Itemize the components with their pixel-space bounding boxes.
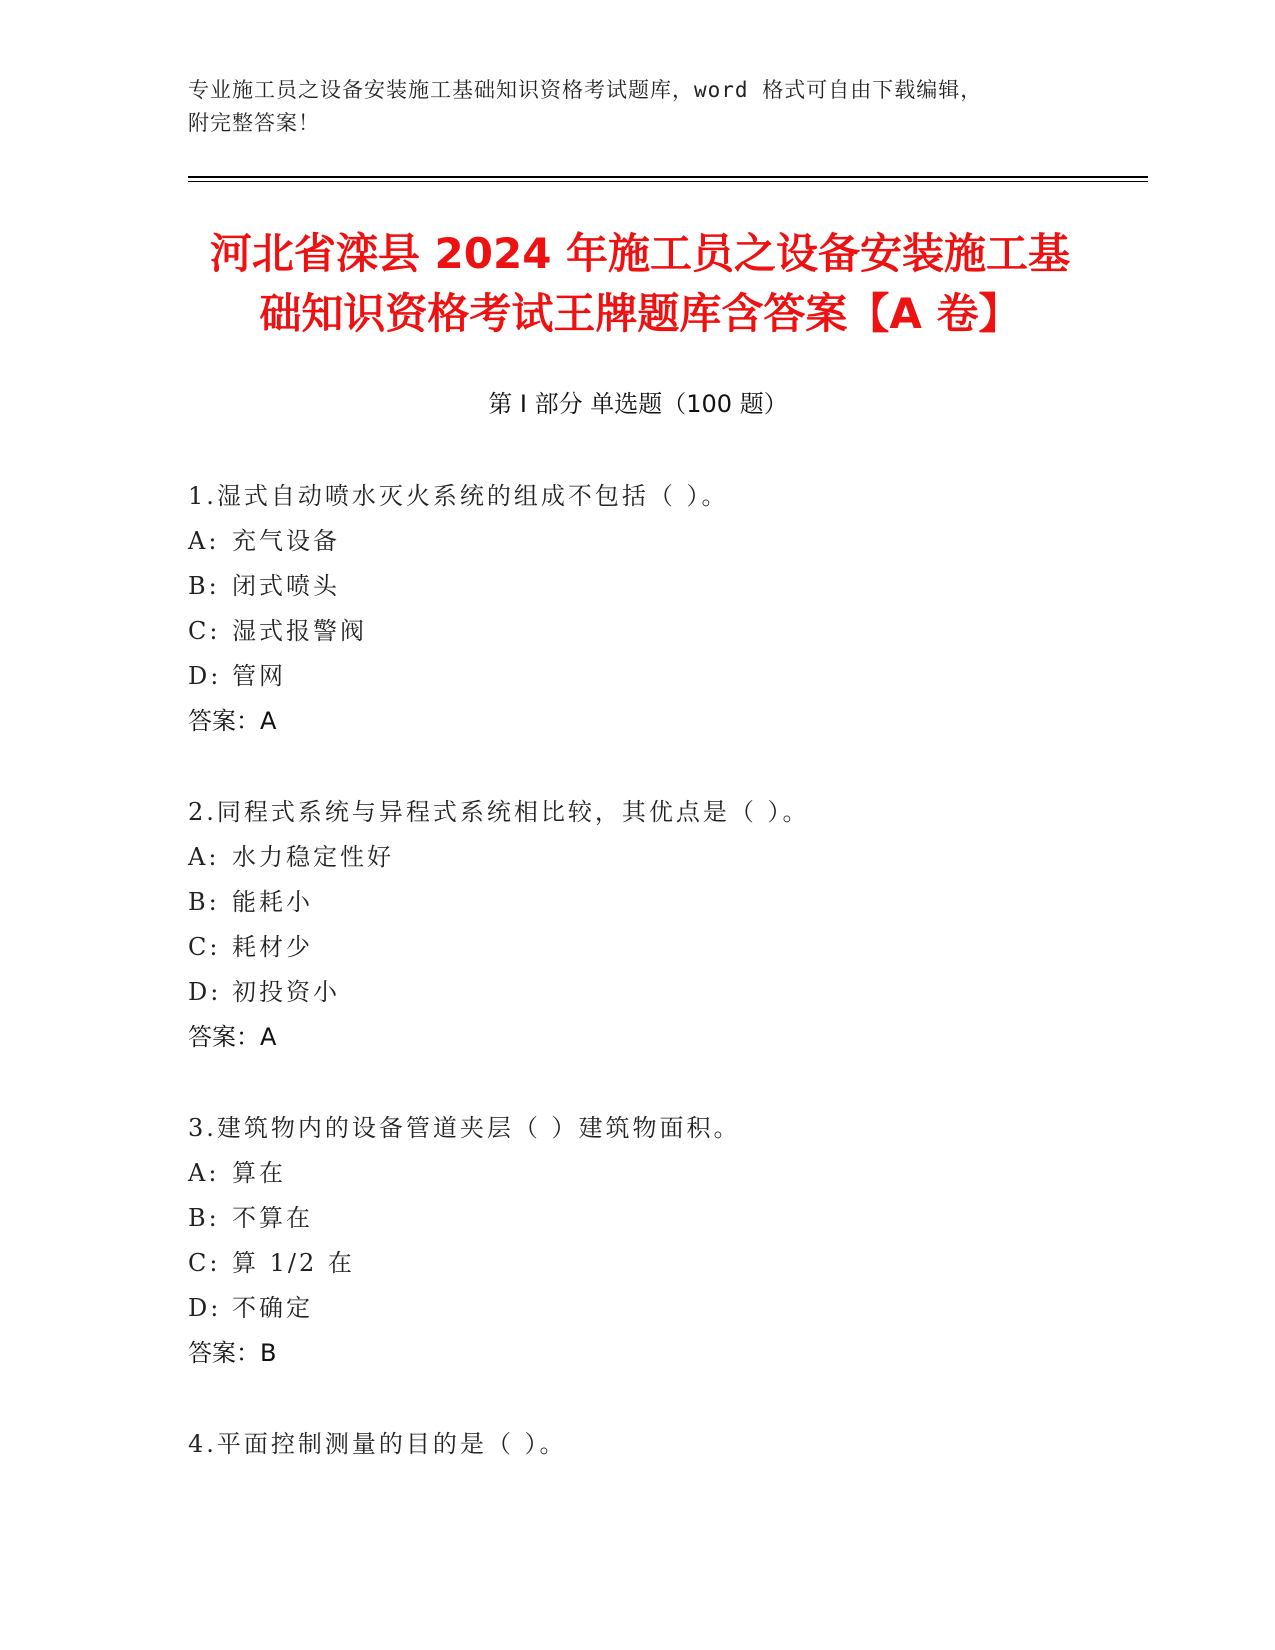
question-1 [188, 474, 1088, 744]
answer-line: 答案：A [188, 1023, 277, 1051]
question-2 [188, 790, 1088, 1060]
option-c [188, 609, 1088, 654]
option-d [188, 1286, 1088, 1331]
answer-line: 答案：B [188, 1339, 277, 1367]
option-text: 耗材少 [232, 933, 313, 961]
option-text: 湿式报警阀 [232, 617, 367, 645]
question-4 [188, 1422, 1088, 1467]
option-c [188, 1241, 1088, 1286]
header-note [188, 74, 1068, 140]
option-text: 管网 [232, 662, 286, 690]
option-letter: B: [188, 1204, 220, 1232]
option-d [188, 970, 1088, 1015]
option-b [188, 1196, 1088, 1241]
question-stem: 4.平面控制测量的目的是（ ）。 [188, 1430, 567, 1458]
option-letter: C: [188, 1249, 221, 1277]
option-letter: D: [188, 1294, 222, 1322]
option-letter: D: [188, 978, 222, 1006]
option-text: 算 1/2 在 [232, 1249, 355, 1277]
header-divider-thick [188, 176, 1148, 178]
option-a [188, 1151, 1088, 1196]
option-text: 不算在 [232, 1204, 313, 1232]
option-letter: B: [188, 888, 220, 916]
question-stem: 1.湿式自动喷水灭火系统的组成不包括（ ）。 [188, 482, 729, 510]
option-letter: C: [188, 617, 221, 645]
section-heading: 第 I 部分 单选题（100 题） [488, 390, 788, 418]
option-text: 水力稳定性好 [232, 843, 394, 871]
option-a [188, 519, 1088, 564]
option-text: 算在 [232, 1159, 286, 1187]
option-letter: C: [188, 933, 221, 961]
option-text: 闭式喷头 [232, 572, 340, 600]
option-b [188, 880, 1088, 925]
question-3 [188, 1106, 1088, 1376]
option-letter: B: [188, 572, 220, 600]
header-note-line-2: 附完整答案！ [188, 111, 320, 135]
option-text: 不确定 [232, 1294, 313, 1322]
document-title-line-1: 河北省滦县 2024 年施工员之设备安装施工基 [209, 229, 1071, 278]
option-b [188, 564, 1088, 609]
document-title [180, 224, 1100, 344]
option-a [188, 835, 1088, 880]
question-stem: 3.建筑物内的设备管道夹层（ ）建筑物面积。 [188, 1114, 741, 1142]
option-letter: D: [188, 662, 222, 690]
answer-line: 答案：A [188, 707, 277, 735]
option-letter: A: [188, 1159, 220, 1187]
document-title-line-2: 础知识资格考试王牌题库含答案【A 卷】 [259, 289, 1021, 338]
option-letter: A: [188, 527, 220, 555]
option-text: 初投资小 [232, 978, 340, 1006]
header-note-line-1: 专业施工员之设备安装施工基础知识资格考试题库，word 格式可自由下载编辑， [188, 78, 983, 102]
header-divider-thin [188, 181, 1148, 182]
question-stem: 2.同程式系统与异程式系统相比较，其优点是（ ）。 [188, 798, 810, 826]
option-text: 充气设备 [232, 527, 340, 555]
question-list [188, 474, 1088, 1513]
option-d [188, 654, 1088, 699]
option-c [188, 925, 1088, 970]
option-letter: A: [188, 843, 220, 871]
option-text: 能耗小 [232, 888, 313, 916]
